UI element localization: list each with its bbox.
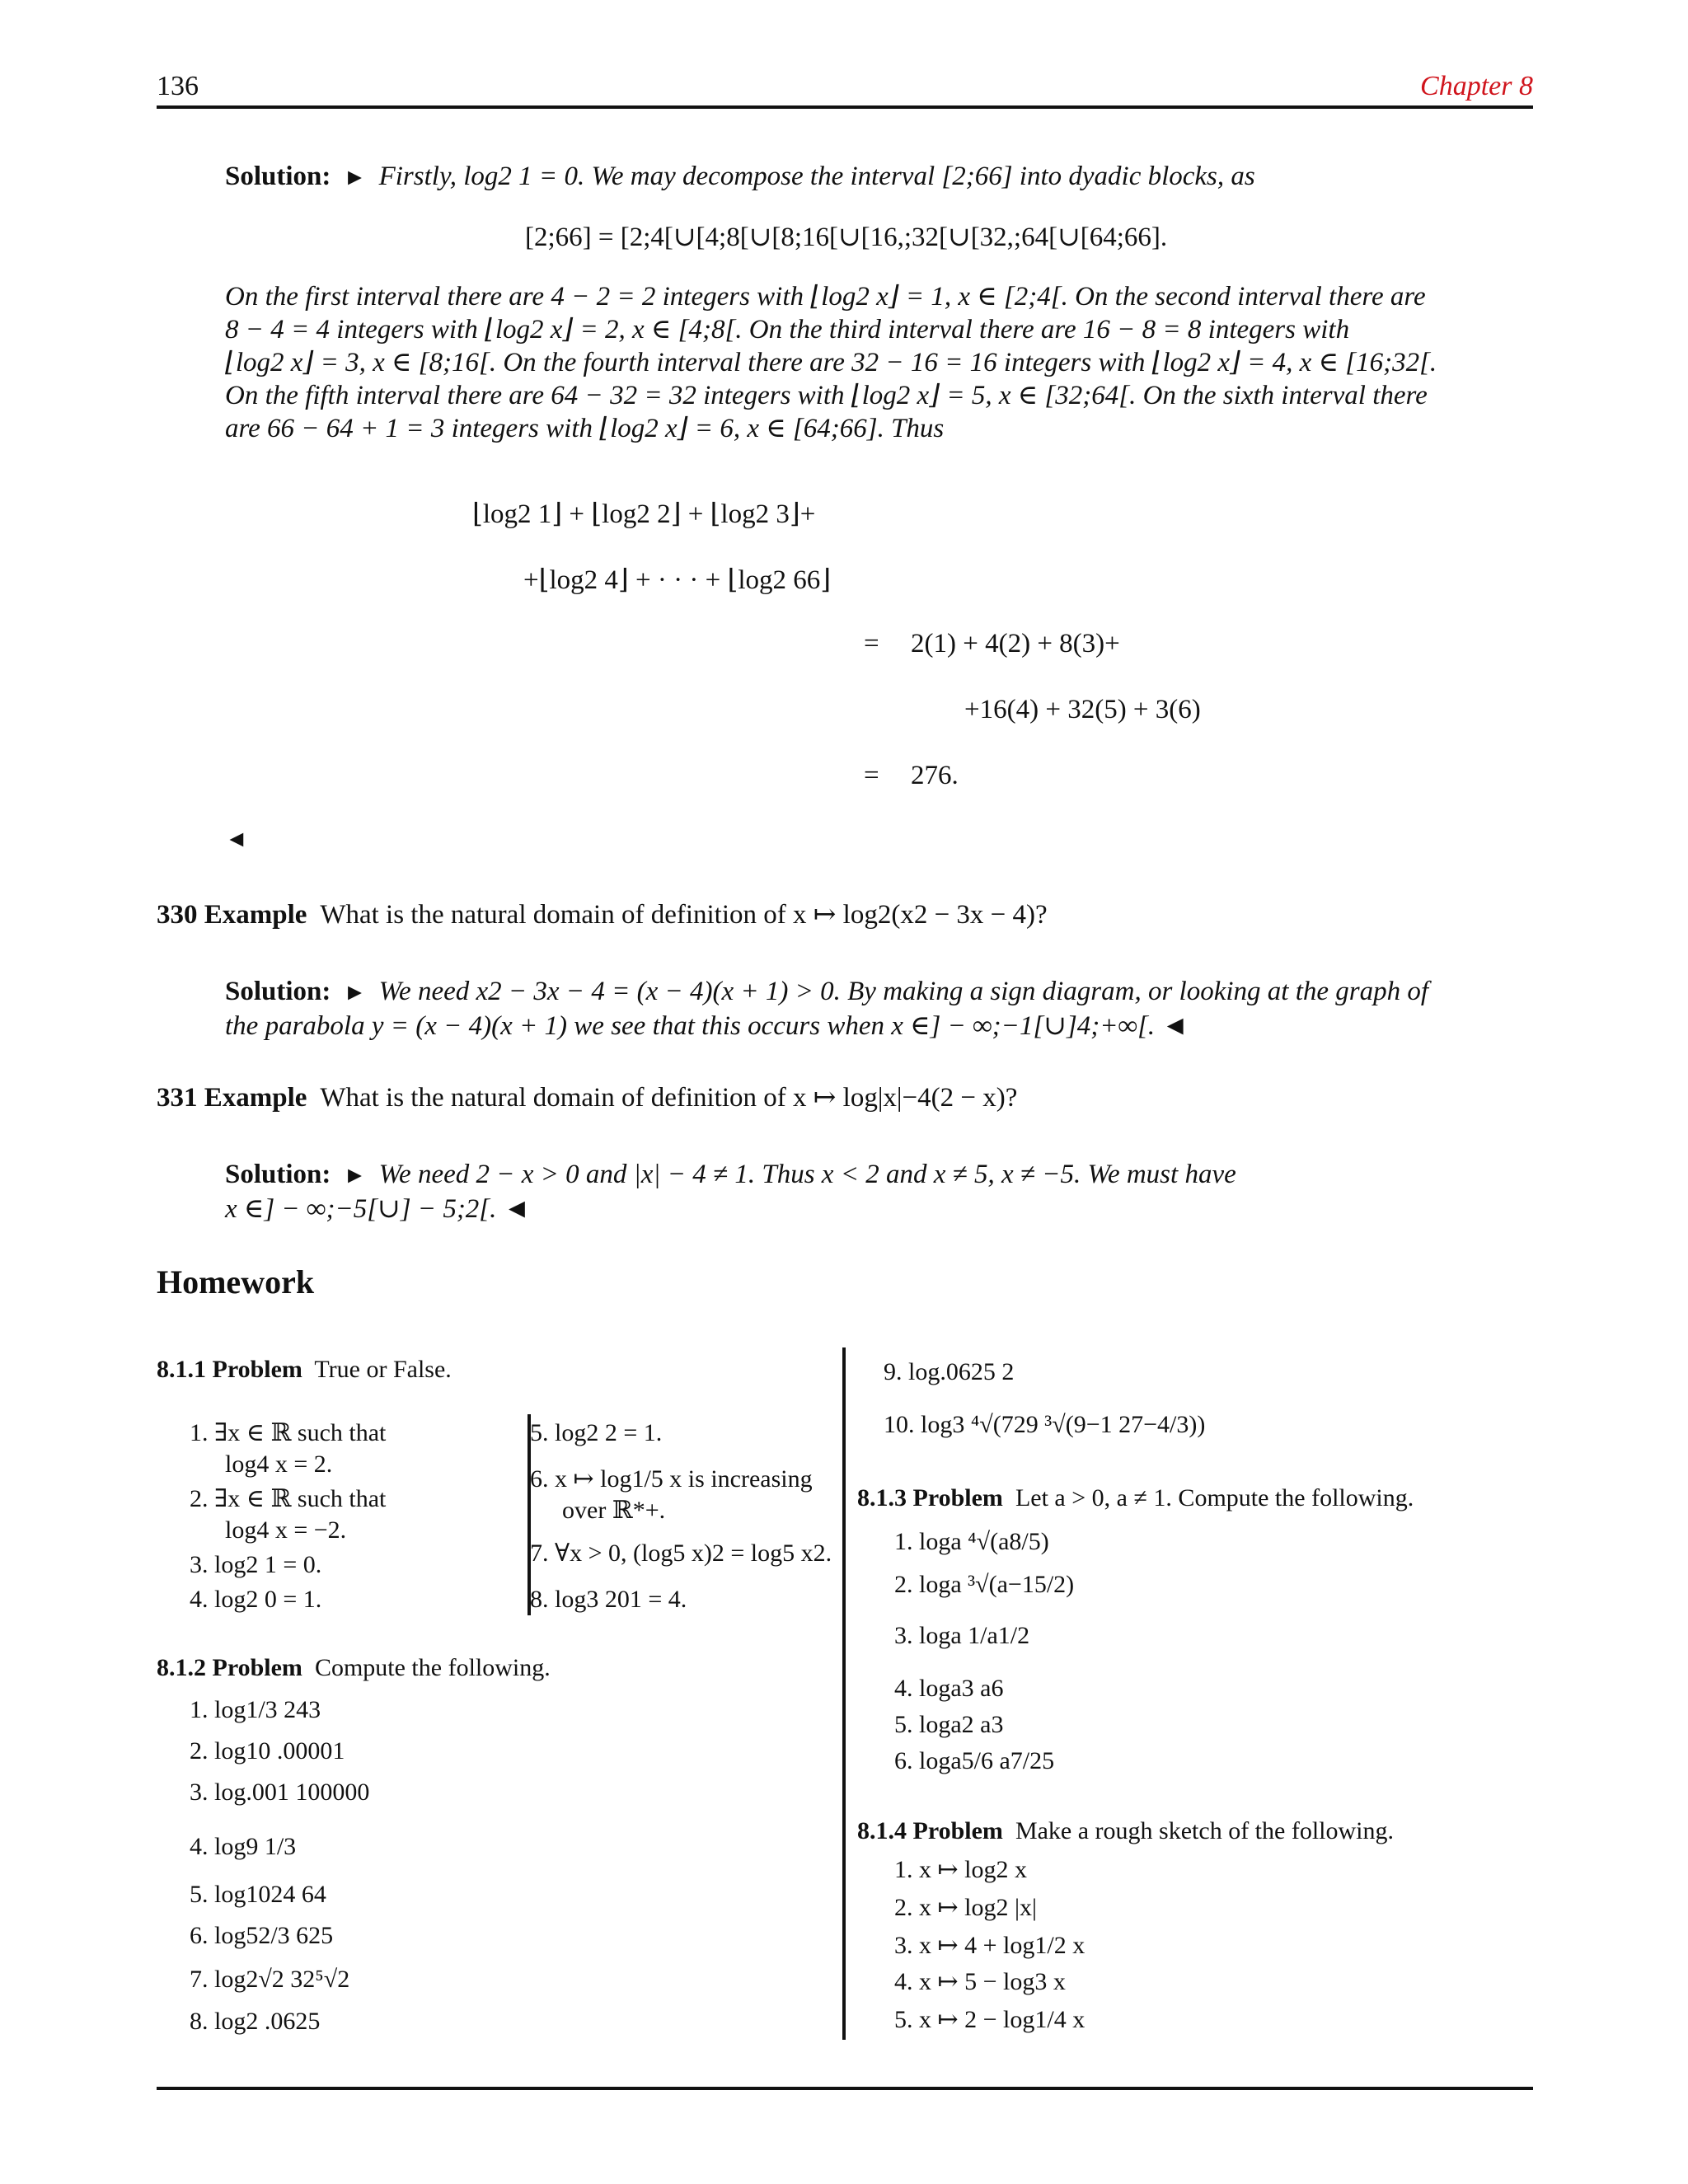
homework-heading: Homework [157,1263,315,1301]
list-item: 4. log2 0 = 1. [190,1586,322,1613]
display-rhs-line1: 2(1) + 4(2) + 8(3)+ [911,629,1120,658]
problem-label: 8.1.4 Problem [857,1817,1003,1844]
list-item: 1. x ↦ log2 x [894,1856,1027,1883]
interval-text-block [225,280,1437,445]
list-item: 7. ∀x > 0, (log5 x)2 = log5 x2. [530,1540,832,1567]
chapter-title[interactable]: Chapter 8 [1420,71,1533,101]
solution-label: Solution: [225,162,331,191]
list-item: 2. loga ³√(a−15/2) [894,1571,1075,1598]
display-rhs-line2: +16(4) + 32(5) + 3(6) [964,695,1201,724]
problem-label: 8.1.2 Problem [157,1654,302,1681]
problem-prompt: Make a rough sketch of the following. [1015,1817,1394,1844]
list-item: 5. log1024 64 [190,1881,326,1908]
list-item: 2. ∃x ∈ ℝ such that [190,1485,387,1512]
list-item: 1. log1/3 243 [190,1696,321,1723]
list-item: 3. x ↦ 4 + log1/2 x [894,1932,1085,1959]
list-item: 9. log.0625 2 [884,1358,1015,1385]
list-item: 5. x ↦ 2 − log1/4 x [894,2006,1085,2033]
dyadic-decomposition: [2;66] = [2;4[∪[4;8[∪[8;16[∪[16,;32[∪[32,;64[∪[64;66]. [525,223,1168,252]
solution-line: the parabola y = (x − 4)(x + 1) we see that this occurs when x ∈] − ∞;−1[∪]4;+∞[. ◄ [225,1011,1189,1041]
interval-line: are 66 − 64 + 1 = 3 integers with ⌊log2 x⌋ = 6, x ∈ [64;66]. Thus [225,414,945,443]
list-item: 6. log52/3 625 [190,1922,334,1949]
interval-line: ⌊log2 x⌋ = 3, x ∈ [8;16[. On the fourth interval there are 32 − 16 = 16 integers with ⌊log2 x⌋ = 4, x ∈ [16;32[. [225,348,1437,377]
start-mark-icon: ► [337,165,373,190]
header-rule [157,105,1533,109]
list-item: 1. ∃x ∈ ℝ such that [190,1419,387,1446]
list-item: 7. log2√2 32⁵√2 [190,1966,350,1993]
problem-8-1-3 [857,1482,1414,1515]
list-item: log4 x = −2. [225,1516,347,1544]
example-331-solution [225,1158,1236,1226]
column-divider [842,1347,846,2040]
example-label: 330 Example [157,900,307,930]
problem-prompt: Compute the following. [314,1654,551,1681]
start-mark-icon: ► [337,1163,373,1188]
list-item: 2. log10 .00001 [190,1737,345,1765]
list-item: 6. x ↦ log1/5 x is increasing [530,1465,813,1493]
problem-label: 8.1.3 Problem [857,1484,1003,1511]
solution-label: Solution: [225,977,331,1006]
list-item: 4. loga3 a6 [894,1675,1004,1702]
list-item: 8. log3 201 = 4. [530,1586,687,1613]
page-number: 136 [157,71,199,101]
solution-line: We need x2 − 3x − 4 = (x − 4)(x + 1) > 0. By making a sign diagram, or looking at the graph of [378,977,1429,1006]
interval-line: On the first interval there are 4 − 2 = 2 integers with ⌊log2 x⌋ = 1, x ∈ [2;4[. On the second interval there are [225,282,1426,312]
problem-8-1-2 [157,1652,551,1685]
list-item: 5. loga2 a3 [894,1711,1004,1738]
display-equals: = [864,629,879,658]
footer-rule [157,2087,1533,2090]
list-item: 4. log9 1/3 [190,1833,297,1860]
list-item: log4 x = 2. [225,1451,333,1478]
problem-prompt: Let a > 0, a ≠ 1. Compute the following. [1015,1484,1414,1511]
solution-intro-text: Firstly, log2 1 = 0. We may decompose the interval [2;66] into dyadic blocks, as [378,162,1255,191]
start-mark-icon: ► [337,980,373,1005]
display-result: 276. [911,761,959,790]
solution-line: We need 2 − x > 0 and |x| − 4 ≠ 1. Thus x < 2 and x ≠ 5, x ≠ −5. We must have [378,1160,1236,1189]
example-330 [157,898,1048,931]
interval-line: 8 − 4 = 4 integers with ⌊log2 x⌋ = 2, x ∈ [4;8[. On the third interval there are 16 − 8 = 8 integers with [225,315,1350,344]
example-330-solution [225,975,1428,1043]
list-item: over ℝ*+. [562,1497,666,1524]
list-item: 5. log2 2 = 1. [530,1419,663,1446]
display-lhs-line1: ⌊log2 1⌋ + ⌊log2 2⌋ + ⌊log2 3⌋+ [472,499,816,529]
list-item: 2. x ↦ log2 |x| [894,1894,1037,1921]
solution-line: x ∈] − ∞;−5[∪] − 5;2[. ◄ [225,1194,531,1224]
display-equals: = [864,761,879,790]
problem-8-1-1 [157,1353,452,1386]
problem-label: 8.1.1 Problem [157,1356,302,1383]
end-mark-icon: ◄ [225,827,248,852]
list-item: 3. log.001 100000 [190,1779,370,1806]
list-item: 6. loga5/6 a7/25 [894,1747,1055,1774]
list-item: 4. x ↦ 5 − log3 x [894,1968,1066,1995]
list-item: 8. log2 .0625 [190,2008,321,2035]
example-question: What is the natural domain of definition of x ↦ log2(x2 − 3x − 4)? [320,900,1048,930]
display-lhs-line2: +⌊log2 4⌋ + · · · + ⌊log2 66⌋ [523,565,832,595]
list-item: 10. log3 ⁴√(729 ³√(9−1 27−4/3)) [884,1411,1206,1438]
interval-line: On the fifth interval there are 64 − 32 = 32 integers with ⌊log2 x⌋ = 5, x ∈ [32;64[. On the sixth interval there [225,381,1428,410]
example-question: What is the natural domain of definition of x ↦ log|x|−4(2 − x)? [320,1083,1018,1113]
solution-label: Solution: [225,1160,331,1189]
list-item: 1. loga ⁴√(a8/5) [894,1528,1049,1555]
example-331 [157,1081,1017,1114]
example-label: 331 Example [157,1083,307,1113]
problem-prompt: True or False. [314,1356,452,1383]
solution-intro [225,160,1255,194]
problem-8-1-4 [857,1815,1394,1848]
list-item: 3. log2 1 = 0. [190,1551,322,1578]
list-item: 3. loga 1/a1/2 [894,1622,1030,1649]
